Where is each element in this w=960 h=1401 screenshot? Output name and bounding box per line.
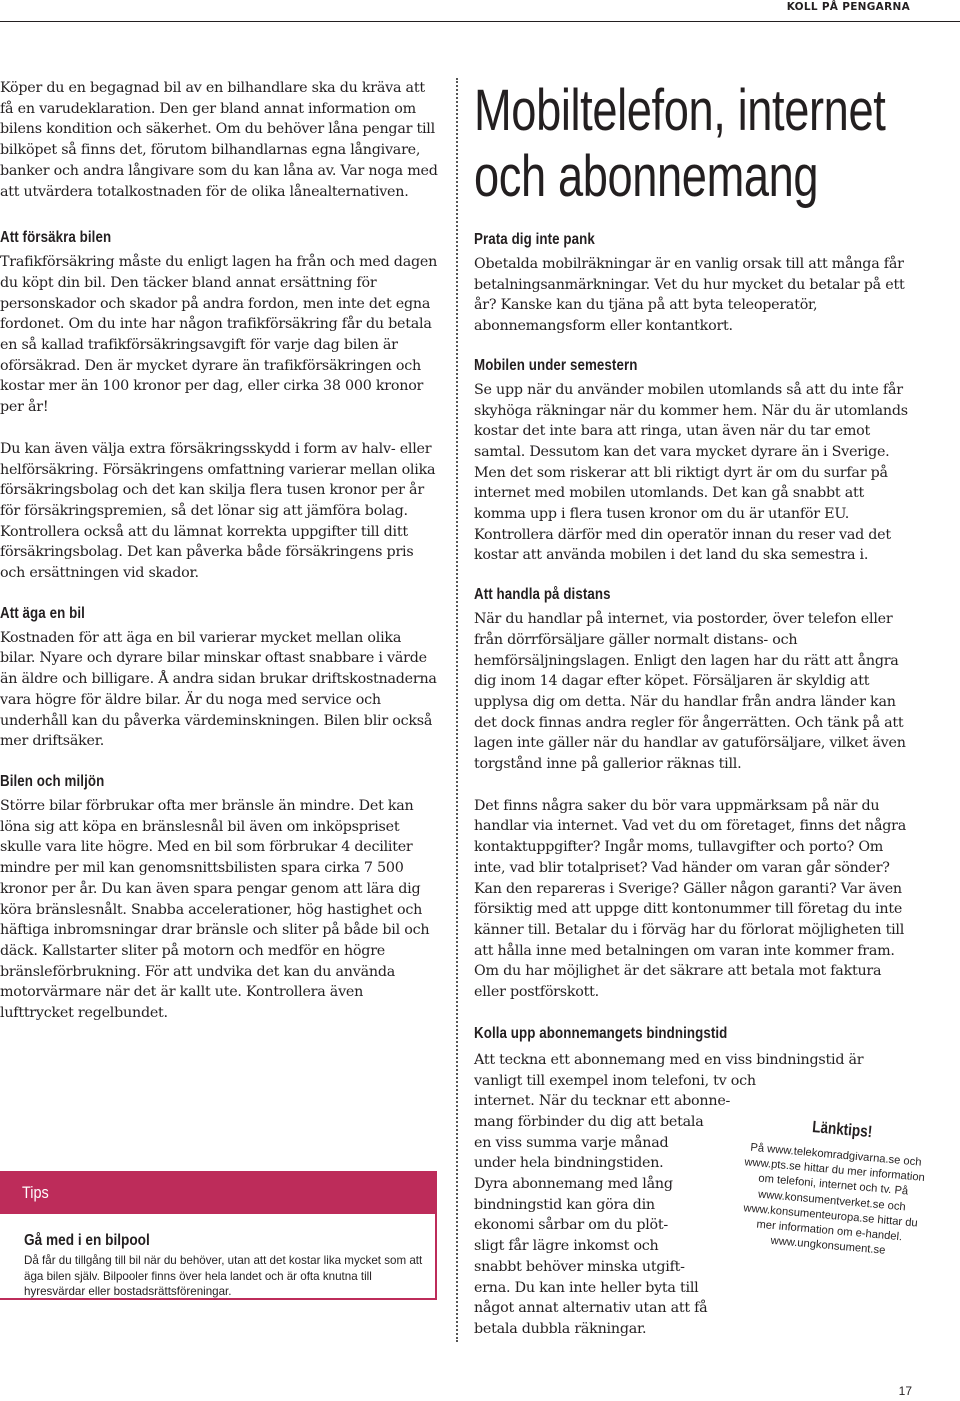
- page-number: 17: [898, 1384, 912, 1398]
- title-line-1: Mobiltelefon, internet: [474, 78, 886, 143]
- bind-line: mang förbinder du dig att betala: [474, 1113, 704, 1130]
- tips-label: Tips: [22, 1183, 49, 1202]
- bind-line: erna. Du kan inte heller byta till: [474, 1279, 699, 1296]
- bind-line: vanligt till exempel inom telefoni, tv och: [474, 1072, 756, 1089]
- pank-paragraph: Obetalda mobilräkningar är en vanlig orsak till att många får betalningsanmärkningar. Vet du hur mycket du betalar på ett år? Kanske kan du tjäna på att byta teleoperatör, abonnemangsform eller kontantkort.: [474, 256, 905, 335]
- bind-line: under hela bindningstiden.: [474, 1155, 664, 1172]
- link-tips-text: På www.telekomradgivarna.se och www.pts.se hittar du mer information om telefoni, internet och tv. På www.konsumentverket.se och www.konsumenteuropa.se hittar du mer information om e-handel. www.ungkonsument.se: [743, 1141, 926, 1258]
- env-heading: Bilen och miljön: [0, 772, 105, 790]
- bind-line: Att teckna ett abonnemang med en viss bindningstid är: [474, 1051, 864, 1068]
- own-heading: Att äga en bil: [0, 604, 85, 622]
- page-header: [0, 0, 960, 20]
- section-label: KOLL PÅ PENGARNA: [786, 1, 910, 13]
- left-column: [0, 78, 440, 1024]
- semester-paragraph: Se upp när du använder mobilen utomlands så att du inte får skyhöga räkningar när du kommer hem. När du är utomlands kostar det inte bara att ringa, utan även när du tar emot samtal. Dessutom kan det vara mycket dyrare än i Sverige. Men det som riskerar att bli riktigt dyrt är om du surfar på internet med mobilen utomlands. Det kan gå snabbt att komma upp i flera tusen kronor om du är utanför EU. Kontrollera därför med din operatör innan du reser vad det kostar att använda mobilen i det land du ska semestra i.: [474, 381, 908, 564]
- title-line-2: och abonnemang: [474, 144, 819, 209]
- env-paragraph: Större bilar förbrukar ofta mer bränsle än mindre. Det kan löna sig att köpa en bränslesnål bil även om inköpspriset skulle vara lite högre. Med en bil som förbrukar 4 deciliter mindre per mil kan genomsnittsbilisten spara cirka 7 500 kronor per år. Du kan även spara pengar genom att lära dig köra bränslesnålt. Snabba accelerationer, hög hastighet och häftiga inbromsningar drar bränsle och sliter på både bil och däck. Kallstarter sliter på motorn och medför en högre bränsleförbrukning. För att undvika det kan du använda motorvärmare när det är kallt ute. Kontrollera även lufttrycket regelbundet.: [0, 797, 430, 1022]
- bind-line: bindningstid kan göra din: [474, 1196, 655, 1213]
- tips-text: Då får du tillgång till bil när du behöver, utan att det kostar lika mycket som att äga bilen själv. Bilpooler finns över hela landet och är ofta knutna till hyresvärdar eller bostadsrättsföreningar.: [24, 1254, 423, 1299]
- distans-paragraph-1: När du handlar på internet, via postorder, över telefon eller från dörrförsäljare gäller normalt distans- och hemförsäljningslagen. Enligt den lagen har du rätt att ångra dig inom 14 dagar efter köpet. Försäljaren är skyldig att upplysa dig om detta. När du handlar från andra länder kan det dock finnas andra regler för ångerrätten. Och tänk på att lagen inte gäller när du handlar av gatuförsäljare, vilket även torgstånd inne på gallerior räknas till.: [474, 611, 906, 773]
- bind-line: ekonomi sårbar om du plöt-: [474, 1217, 668, 1234]
- tips-banner: [0, 1171, 437, 1214]
- bind-line: snabbt behöver minska utgift-: [474, 1258, 685, 1275]
- header-rule: [0, 21, 960, 22]
- distans-paragraph-2: Det finns några saker du bör vara uppmärksam på när du handlar via internet. Vad vet du om företaget, finns det några kontaktuppgifter? Ingår moms, tullavgifter och porto? Om inte, vad blir totalpriset? Vad händer om varan går sönder? Kan den repareras i Sverige? Gäller någon garanti? Var även försiktig med att uppge ditt kontonummer till företag du inte känner till. Betalar du i förväg har du förlorat möjligheten till att hålla inne med betalningen om varan inte kommer fram. Om du har möjlighet är det säkrare att betala mot faktura eller postförskott.: [474, 797, 906, 1001]
- insure-paragraph-1: Trafikförsäkring måste du enligt lagen ha från och med dagen du köpt din bil. Den täcker bland annat ersättning för personskador och skador på andra fordon, men inte det egna fordonet. Om du inte har någon trafikförsäkring får du betala en så kallad trafikförsäkringsavgift för varje dag bilen är oförsäkrad. Den är mycket dyrare än trafikförsäkringen och kostar mer än 100 kronor per dag, eller cirka 38 000 kronor per år!: [0, 254, 438, 416]
- insure-heading: Att försäkra bilen: [0, 229, 112, 247]
- pank-heading: Prata dig inte pank: [474, 231, 595, 248]
- column-divider: [456, 78, 458, 1342]
- tips-heading: Gå med i en bilpool: [24, 1232, 150, 1249]
- own-paragraph: Kostnaden för att äga en bil varierar mycket mellan olika bilar. Nyare och dyrare bilar minskar oftast snabbare i värde än äldre och billigare. Å andra sidan brukar driftskostnaderna vara högre för äldre bilar. Är du noga med service och underhåll kan du påverka värdeminskningen. Bilen blir också mer driftsäker.: [0, 629, 437, 750]
- insure-paragraph-2: Du kan även välja extra försäkringsskydd i form av halv- eller helförsäkring. Försäkringens omfattning varierar mellan olika försäkringsbolag och det kan skilja flera tusen kronor per år för försäkringspremien, så det lönar sig att jämföra bolag. Kontrollera också att du lämnat korrekta uppgifter till ditt försäkringsbolag. Det kan påverka både försäkringens pris och ersättningen vid skador.: [0, 440, 436, 582]
- link-tips-box: [727, 1112, 936, 1288]
- semester-heading: Mobilen under semestern: [474, 356, 638, 374]
- bind-heading: Kolla upp abonnemangets bindningstid: [474, 1024, 728, 1042]
- link-tips-title: Länktips!: [811, 1118, 873, 1142]
- bind-line: internet. När du tecknar ett abonne-: [474, 1093, 731, 1110]
- bind-line: en viss summa varje månad: [474, 1134, 669, 1151]
- bind-line: Dyra abonnemang med lång: [474, 1176, 673, 1193]
- bind-line: sligt får lägre inkomst och: [474, 1238, 659, 1255]
- distans-heading: Att handla på distans: [474, 586, 611, 604]
- bind-line: betala dubbla räkningar.: [474, 1320, 647, 1337]
- bind-line: något annat alternativ utan att få: [474, 1300, 708, 1317]
- intro-paragraph: Köper du en begagnad bil av en bilhandlare ska du kräva att få en varudeklaration. Den ger bland annat information om bilens kondition och säkerhet. Om du behöver låna pengar till bilköpet så finns det, förutom bilhandlarnas egna långivare, banker och andra långivare som du kan låna av. Var noga med att utvärdera totalkostnaden för de olika lånealternativen.: [0, 80, 438, 200]
